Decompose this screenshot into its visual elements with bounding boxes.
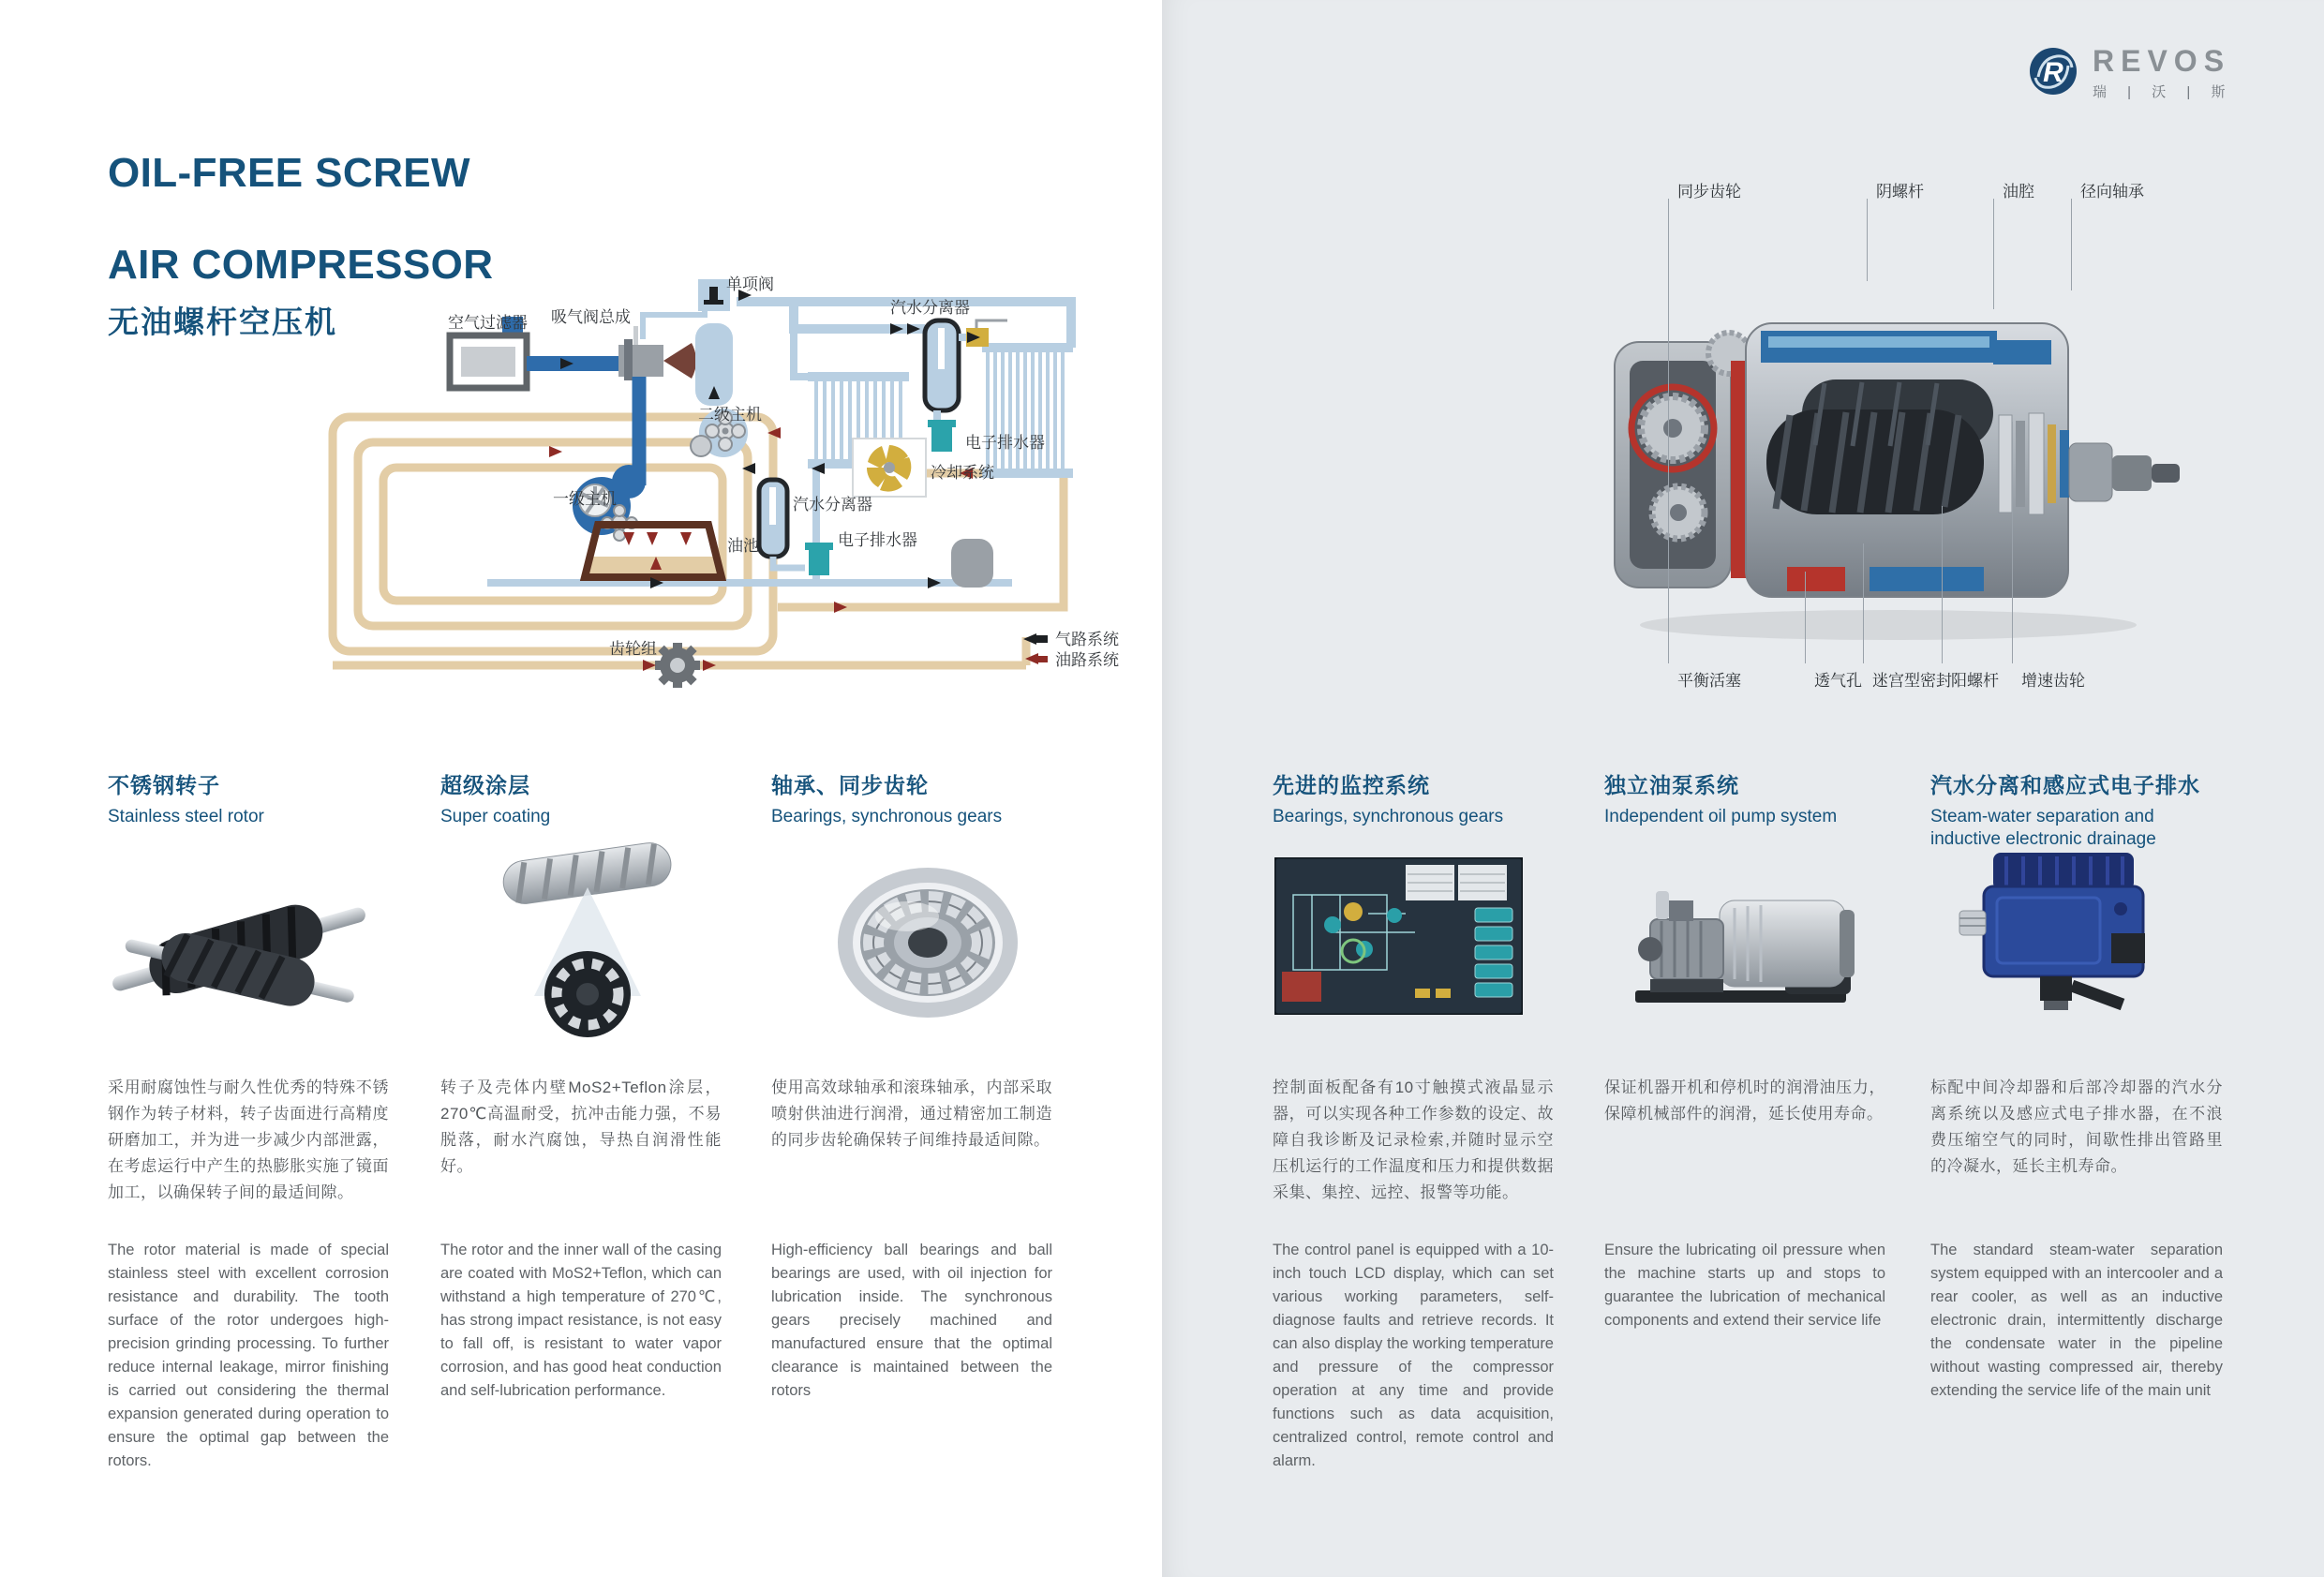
brand-name-cn: 瑞 | 沃 | 斯: [2093, 84, 2234, 100]
feature-desc-en: High-efficiency ball bearings and ball bearings are used, with oil injection for lubrication inside. The synchronous gears precisely machined and manufactured ensure that the optimal clearance is maintained between the rotors: [771, 1242, 1052, 1399]
label-air-filter: 空气过滤器: [448, 314, 528, 332]
cutaway-label-balance-piston: 平衡活塞: [1677, 672, 1741, 690]
label-stage2: 二级主机: [698, 406, 762, 424]
feature-oil-pump: [1604, 768, 1885, 828]
control-panel-image: [1274, 857, 1523, 1015]
cutaway-label-sync-gear: 同步齿轮: [1677, 183, 1741, 201]
label-cooling: 冷却系统: [931, 464, 994, 482]
rotor-image: [89, 848, 389, 1049]
label-drain-mid: 电子排水器: [838, 531, 917, 549]
compressor-cutaway-drawing: [1588, 211, 2188, 661]
output-shaft: [2069, 443, 2180, 501]
feature-desc-en: Ensure the lubricating oil pressure when the machine starts up and stops to guarantee the lubrication of mechanical components and extend their service life: [1604, 1242, 1885, 1329]
machine-shadow: [1640, 610, 2137, 640]
cutaway-label-male-screw: 阳螺杆: [1951, 672, 1999, 690]
intake-valve: [618, 326, 696, 380]
label-drain-top: 电子排水器: [965, 434, 1045, 452]
flow-schematic: [272, 234, 1119, 707]
leader-line: [1668, 487, 1669, 663]
feature-desc-cn: 保证机器开机和停机时的润滑油压力，保障机械部件的润滑，延长使用寿命。: [1604, 1079, 1885, 1123]
feature-title-cn: 轴承、同步齿轮: [771, 773, 929, 797]
feature-desc-cn: 控制面板配备有10寸触摸式液晶显示器，可以实现各种工作参数的设定、故障自我诊断及记录检索,并随时显示空压机运行的工作温度和压力和提供数据采集、集控、远控、报警等功能。: [1273, 1079, 1554, 1201]
feature-monitoring-system: [1273, 768, 1554, 828]
feature-desc-en: The control panel is equipped with a 10-inch touch LCD display, which can set various working parameters, self-diagnose faults and retrieve records. It can also display the working temperature and pressure of the compressor operation at any time and provide functions such as data acquisition, centralized control, remote control and alarm.: [1273, 1242, 1554, 1469]
brand-name: REVOS: [2093, 44, 2231, 78]
cutaway-label-labyrinth-seal: 迷宫型密封: [1872, 672, 1952, 690]
feature-desc-cn: 使用高效球轴承和滚珠轴承，内部采取喷射供油进行润滑，通过精密加工制造的同步齿轮确保转子间维持最适间隙。: [771, 1079, 1052, 1149]
leader-line: [1863, 543, 1864, 663]
label-oil-pool: 油池: [727, 537, 759, 555]
brand-logo-icon: [2029, 47, 2078, 96]
feature-title-en: Bearings, synchronous gears: [1273, 807, 1504, 826]
feature-desc-cn: 标配中间冷却器和后部冷却器的汽水分离系统以及感应式电子排水器，在不浪费压缩空气的同时，间歇性排出管路里的冷凝水，延长主机寿命。: [1930, 1079, 2223, 1175]
coating-image: [452, 839, 723, 1049]
feature-bearings-gears: [771, 768, 1052, 828]
feature-desc-en: The rotor material is made of special stainless steel with excellent corrosion resistance and durability. The tooth surface of the rotor undergoes high-precision grinding processing. To further reduce internal leakage, mirror finishing is carried out considering the thermal expansion generated during operation to ensure the optimal gap between the rotors.: [108, 1242, 389, 1469]
leader-line: [1867, 199, 1868, 281]
svg-text:R: R: [2043, 57, 2063, 88]
feature-title-cn: 不锈钢转子: [108, 773, 220, 797]
feature-desc-cn: 转子及壳体内壁MoS2+Teflon涂层，270℃高温耐受，抗冲击能力强，不易脱落，耐水汽腐蚀，导热自润滑性能好。: [440, 1079, 722, 1175]
compressor-cutaway: [1588, 211, 2188, 661]
feature-title-cn: 超级涂层: [440, 773, 530, 797]
cutaway-label-vent-hole: 透气孔: [1814, 672, 1862, 690]
leader-line: [1942, 506, 1943, 663]
page-title-line2: AIR COMPRESSOR: [108, 242, 494, 288]
cutaway-label-speed-gear: 增速齿轮: [2021, 672, 2085, 690]
feature-steam-water-separation: [1930, 768, 2226, 851]
feature-title-cn: 先进的监控系统: [1273, 773, 1430, 797]
label-legend-oil: 油路系统: [1055, 651, 1119, 669]
feature-super-coating: [440, 768, 722, 828]
cutaway-label-female-screw: 阴螺杆: [1876, 183, 1924, 201]
muffler-block: [951, 539, 993, 588]
feature-title-en: Steam-water separation and inductive electronic drainage: [1930, 807, 2156, 849]
cutaway-label-radial-bearing: 径向轴承: [2080, 183, 2144, 201]
bearing-image: [797, 843, 1059, 1045]
feature-desc-en: The standard steam-water separation system equipped with an intercooler and a rear cooler, as well as an inductive electronic drain, intermittently discharge the condensate water in the pipeline without wasting compressed air, thereby extending the service life of the main unit: [1930, 1242, 2223, 1399]
label-check-valve: 单项阀: [726, 275, 774, 293]
gearbox-section: [1615, 333, 1750, 588]
feature-desc-en: The rotor and the inner wall of the casing are coated with MoS2+Teflon, which can withstand a high temperature of 270℃, has strong impact resistance, is not easy to fall off, is resistant to water vapor corrosion, and has good heat conduction and self-lubrication performance.: [440, 1242, 722, 1399]
check-valve: [698, 279, 730, 311]
label-stage1: 一级主机: [553, 490, 617, 508]
electronic-drain-image: [1954, 843, 2165, 1026]
label-legend-air: 气路系统: [1055, 631, 1119, 648]
feature-title-en: Independent oil pump system: [1604, 807, 1838, 826]
leader-line: [1993, 199, 1994, 309]
cutaway-label-oil-chamber: 油腔: [2003, 183, 2034, 201]
leader-line: [1805, 572, 1806, 663]
oil-pump-image: [1607, 867, 1874, 1017]
leader-line: [2071, 199, 2072, 290]
fan-icon: [853, 439, 926, 497]
label-intake-valve: 吸气阀总成: [551, 308, 631, 326]
feature-desc-cn: 采用耐腐蚀性与耐久性优秀的特殊不锈钢作为转子材料，转子齿面进行高精度研磨加工，并为进一步减少内部泄露，在考虑运行中产生的热膨胀实施了镜面加工，以确保转子间的最适间隙。: [108, 1079, 389, 1201]
feature-title-en: Super coating: [440, 807, 551, 826]
feature-title-cn: 独立油泵系统: [1604, 773, 1739, 797]
page-title-line1: OIL-FREE SCREW: [108, 150, 470, 196]
label-gear-set: 齿轮组: [609, 640, 657, 658]
feature-title-cn: 汽水分离和感应式电子排水: [1930, 773, 2200, 797]
feature-title-en: Stainless steel rotor: [108, 807, 264, 826]
feature-stainless-rotor: [108, 768, 389, 828]
page-subtitle-cn: 无油螺杆空压机: [108, 305, 337, 339]
feature-title-en: Bearings, synchronous gears: [771, 807, 1003, 826]
leader-line: [2012, 422, 2013, 663]
pilot-pipe: [643, 281, 705, 339]
label-separator-mid: 汽水分离器: [793, 496, 872, 513]
label-separator-top: 汽水分离器: [890, 299, 970, 317]
